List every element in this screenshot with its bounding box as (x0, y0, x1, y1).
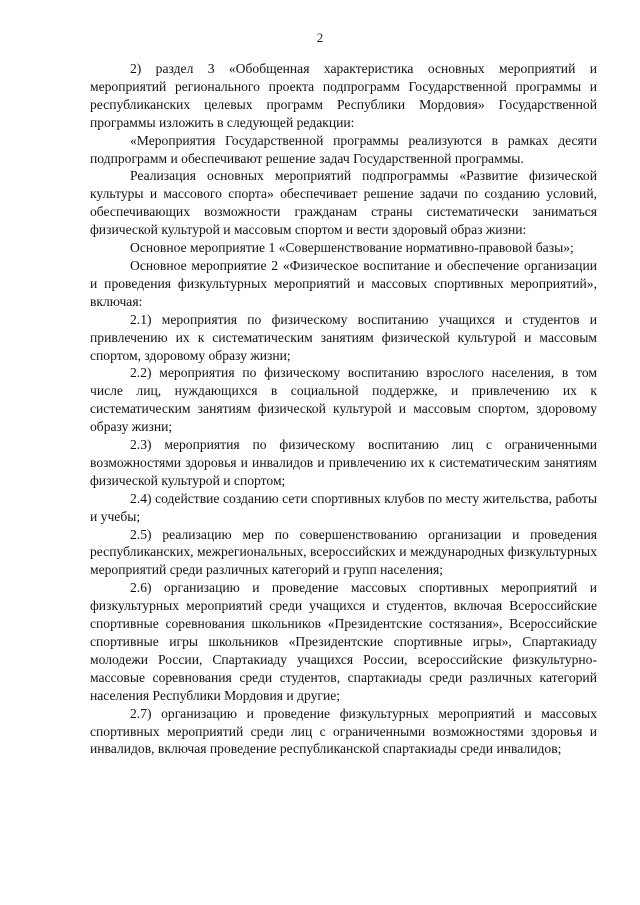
paragraph-main-event-1: Основное мероприятие 1 «Совершенствование нормативно-правовой базы»; (130, 240, 574, 256)
paragraph-section-3-amendment: 2) раздел 3 «Обобщенная характеристика основных мероприятий и мероприятий регионального проекта подпрограмм Государственной программы и республиканских целевых программ Республики Мордовия» Государственной программы изложить в следующей редакции: (90, 61, 597, 130)
paragraph-item-2-7: 2.7) организацию и проведение физкультурных мероприятий и массовых спортивных мероприятий среди лиц с ограниченными возможностями здоровья и инвалидов, включая проведение республиканской спартакиады среди инвалидов; (90, 705, 597, 757)
paragraph-item-2-4: 2.4) содействие созданию сети спортивных клубов по месту жительства, работы и учебы; (90, 490, 597, 524)
paragraph-item-2-3: 2.3) мероприятия по физическому воспитанию лиц с ограниченными возможностями здоровья и инвалидов и привлечению их к систематическим занятиям физической культурой и спортом; (90, 437, 597, 488)
document-body (90, 60, 597, 758)
paragraph-main-event-2: Основное мероприятие 2 «Физическое воспитание и обеспечение организации и проведения физкультурных мероприятий и массовых спортивных мероприятий», включая: (90, 257, 597, 309)
paragraph-item-2-5: 2.5) реализацию мер по совершенствованию организации и проведения республиканских, межрегиональных, всероссийских и международных физкультурных мероприятий среди различных категорий и групп населения; (90, 526, 597, 578)
paragraph-program-events-intro: «Мероприятия Государственной программы реализуются в рамках десяти подпрограмм и обеспечивают решение задач Государственной программы. (90, 132, 597, 166)
page-number: 2 (316, 30, 324, 45)
paragraph-item-2-2: 2.2) мероприятия по физическому воспитанию взрослого населения, в том числе лиц, нуждающихся в социальной поддержке, и привлечению их к систематическим занятиям физической культурой и массовым спортом, здоровому образу жизни; (90, 365, 597, 435)
paragraph-subprogram-implementation: Реализация основных мероприятий подпрограммы «Развитие физической культуры и массового спорта» обеспечивает решение задачи по созданию условий, обеспечивающих возможности гражданам страны систематически заниматься физической культурой и массовым спортом и вести здоровый образ жизни: (90, 168, 597, 238)
paragraph-item-2-1: 2.1) мероприятия по физическому воспитанию учащихся и студентов и привлечению их к систематическим занятиям физической культурой и массовым спортом, здоровому образу жизни; (90, 311, 597, 363)
paragraph-item-2-6: 2.6) организацию и проведение массовых спортивных мероприятий и физкультурных мероприятий среди учащихся и студентов, включая Всероссийские спортивные соревнования школьников «Президентские состязания», Всероссийские спортивные игры школьников «Президентские спортивные игры», Спартакиаду молодежи России, Спартакиаду учащихся России, всероссийские физкультурно-массовые соревнования среди студентов, спартакиады среди различных категорий населения Республики Мордовия и другие; (90, 580, 597, 703)
